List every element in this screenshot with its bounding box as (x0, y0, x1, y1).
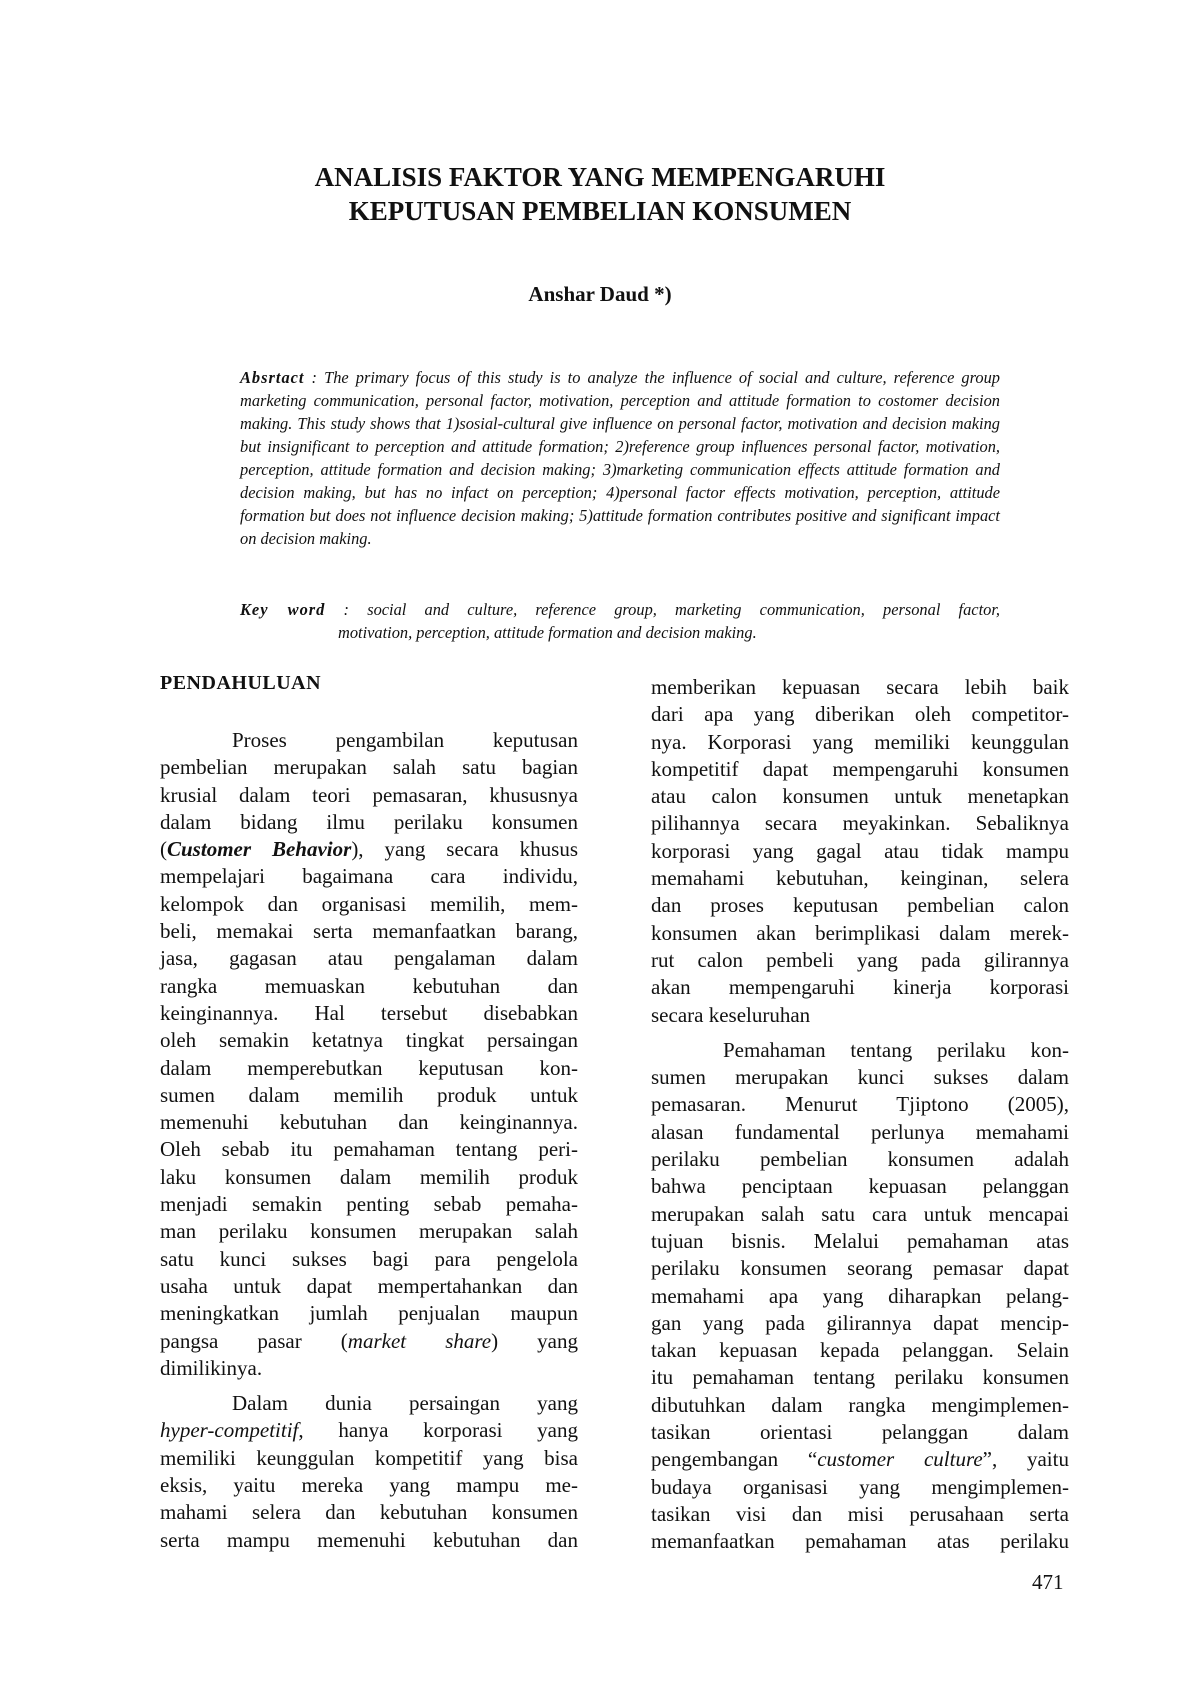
text-line (160, 1328, 578, 1355)
text-line: Dalam dunia persaingan yang (232, 1391, 578, 1416)
paper-title (150, 160, 1050, 228)
abstract-text: : The primary focus of this study is to analyze the influence of social and culture, reference group marketing communication, personal factor, motivation, perception and attitude formation to costomer decision making. This study shows that 1)sosial-cultural give influence on personal factor, motivation and decision making but insignificant to perception and attitude formation; 2)reference group influences personal factor, motivation, perception, attitude formation and decision making; 3)marketing communication effects attitude formation and decision making, but has no infact on perception; 4)personal factor effects motivation, perception, attitude formation but does not influence decision making; 5)attitude formation contributes positive and significant impact on decision making. (240, 368, 1000, 548)
text-line: alasan fundamental perlunya memahami (651, 1119, 1069, 1144)
text-line: Oleh sebab itu pemahaman tentang peri- (160, 1137, 578, 1162)
keywords-line-1 (240, 598, 1000, 621)
text-line: pembelian merupakan salah satu bagian (160, 755, 578, 780)
term-market-share: market share (347, 1328, 492, 1353)
text-line: rut calon pembeli yang pada gilirannya (651, 947, 1069, 972)
text-line: dalam bidang ilmu perilaku konsumen (160, 809, 578, 834)
keywords-text-1: : social and culture, reference group, marketing communication, personal factor, (325, 600, 1000, 619)
text-line: perilaku pembelian konsumen adalah (651, 1147, 1069, 1172)
text-line: kompetitif dapat mempengaruhi konsumen (651, 756, 1069, 781)
text-line: memahami kebutuhan, keinginan, selera (651, 866, 1069, 891)
text-line: konsumen akan berimplikasi dalam merek- (651, 920, 1069, 945)
text-line: eksis, yaitu mereka yang mampu me- (160, 1473, 578, 1498)
text-fragment: pangsa pasar ( (160, 1328, 348, 1353)
text-line: sumen merupakan kunci sukses dalam (651, 1065, 1069, 1090)
title-line-1: ANALISIS FAKTOR YANG MEMPENGARUHI (314, 162, 886, 192)
text-line: akan mempengaruhi kinerja korporasi (651, 975, 1069, 1000)
text-line: memanfaatkan pemahaman atas perilaku (651, 1529, 1069, 1554)
text-line: secara keseluruhan (651, 1002, 811, 1027)
text-line: beli, memakai serta memanfaatkan barang, (160, 919, 578, 944)
text-line: dari apa yang diberikan oleh competitor- (651, 702, 1069, 727)
text-line: korporasi yang gagal atau tidak mampu (651, 838, 1069, 863)
text-line: menjadi semakin penting sebab pemaha- (160, 1192, 578, 1217)
text-line: serta mampu memenuhi kebutuhan dan (160, 1527, 578, 1552)
text-line: mahami selera dan kebutuhan konsumen (160, 1500, 578, 1525)
abstract-label: Absrtact (240, 368, 305, 387)
text-line: usaha untuk dapat mempertahankan dan (160, 1273, 578, 1298)
text-fragment: ) yang (491, 1328, 578, 1353)
text-line (160, 836, 578, 863)
section-heading: PENDAHULUAN (160, 672, 322, 694)
term-hyper-competitif: hyper-competitif (160, 1418, 299, 1443)
author-name: Anshar Daud *) (528, 282, 672, 306)
text-line: dibutuhkan dalam rangka mengimplemen- (651, 1392, 1069, 1417)
text-line: rangka memuaskan kebutuhan dan (160, 973, 578, 998)
text-line: man perilaku konsumen merupakan salah (160, 1219, 578, 1244)
text-line: pemasaran. Menurut Tjiptono (2005), (651, 1092, 1069, 1117)
term-customer-behavior: Customer Behavior (167, 837, 352, 862)
text-line: itu pemahaman tentang perilaku konsumen (651, 1365, 1069, 1390)
text-line: dimilikinya. (160, 1355, 263, 1380)
text-line: jasa, gagasan atau pengalaman dalam (160, 946, 578, 971)
page-number: 471 (1032, 1570, 1064, 1594)
text-line: tasikan visi dan misi perusahaan serta (651, 1501, 1069, 1526)
paragraph-gap (160, 1382, 578, 1390)
text-fragment: pengembangan “ (651, 1447, 818, 1472)
text-line: memiliki keunggulan kompetitif yang bisa (160, 1445, 578, 1470)
text-line: satu kunci sukses bagi para pengelola (160, 1246, 578, 1271)
text-line: merupakan salah satu cara untuk mencapai (651, 1201, 1069, 1226)
text-line: dalam memperebutkan keputusan kon- (160, 1055, 578, 1080)
title-line-2: KEPUTUSAN PEMBELIAN KONSUMEN (348, 196, 852, 226)
text-line: kelompok dan organisasi memilih, mem- (160, 891, 578, 916)
text-line: tasikan orientasi pelanggan dalam (651, 1420, 1069, 1445)
text-line: keinginannya. Hal tersebut disebabkan (160, 1000, 578, 1025)
keywords (240, 598, 1000, 644)
paren-open: ( (160, 837, 167, 862)
keywords-line-2: motivation, perception, attitude formation and decision making. (338, 623, 757, 642)
text-line: Pemahaman tentang perilaku kon- (723, 1037, 1069, 1062)
term-customer-culture: customer culture (817, 1447, 983, 1472)
keywords-label: Key word (240, 600, 326, 619)
text-line: memberikan kepuasan secara lebih baik (651, 675, 1069, 699)
text-line: memenuhi kebutuhan dan keinginannya. (160, 1110, 578, 1135)
text-fragment: ”, yaitu (982, 1447, 1069, 1472)
text-line: Proses pengambilan keputusan (232, 728, 578, 752)
text-line: mempelajari bagaimana cara individu, (160, 864, 578, 889)
text-fragment: , hanya korporasi yang (298, 1418, 578, 1443)
text-line: nya. Korporasi yang memiliki keunggulan (651, 729, 1069, 754)
text-line: tujuan bisnis. Melalui pemahaman atas (651, 1228, 1069, 1253)
text-line: sumen dalam memilih produk untuk (160, 1082, 578, 1107)
text-line: takan kepuasan kepada pelanggan. Selain (651, 1338, 1069, 1363)
text-line: perilaku konsumen seorang pemasar dapat (651, 1256, 1069, 1281)
text-line: laku konsumen dalam memilih produk (160, 1164, 578, 1189)
text-line: oleh semakin ketatnya tingkat persaingan (160, 1028, 578, 1053)
text-line: dan proses keputusan pembelian calon (651, 893, 1069, 918)
paragraph-gap (651, 1029, 1069, 1037)
text-line: pilihannya secara meyakinkan. Sebaliknya (651, 811, 1069, 836)
right-column (651, 674, 1069, 1556)
abstract (240, 366, 1000, 550)
text-line: bahwa penciptaan kepuasan pelanggan (651, 1174, 1069, 1199)
text-line: memahami apa yang diharapkan pelang- (651, 1283, 1069, 1308)
text-line: atau calon konsumen untuk menetapkan (651, 784, 1069, 809)
text-fragment: ), yang secara khusus (351, 837, 579, 862)
text-line: budaya organisasi yang mengimplemen- (651, 1474, 1069, 1499)
text-line (651, 1446, 1069, 1473)
text-line (160, 1417, 578, 1444)
text-line: gan yang pada gilirannya dapat mencip- (651, 1310, 1069, 1335)
text-line: krusial dalam teori pemasaran, khususnya (160, 782, 578, 807)
left-column (160, 670, 578, 1554)
text-line: meningkatkan jumlah penjualan maupun (160, 1301, 578, 1326)
